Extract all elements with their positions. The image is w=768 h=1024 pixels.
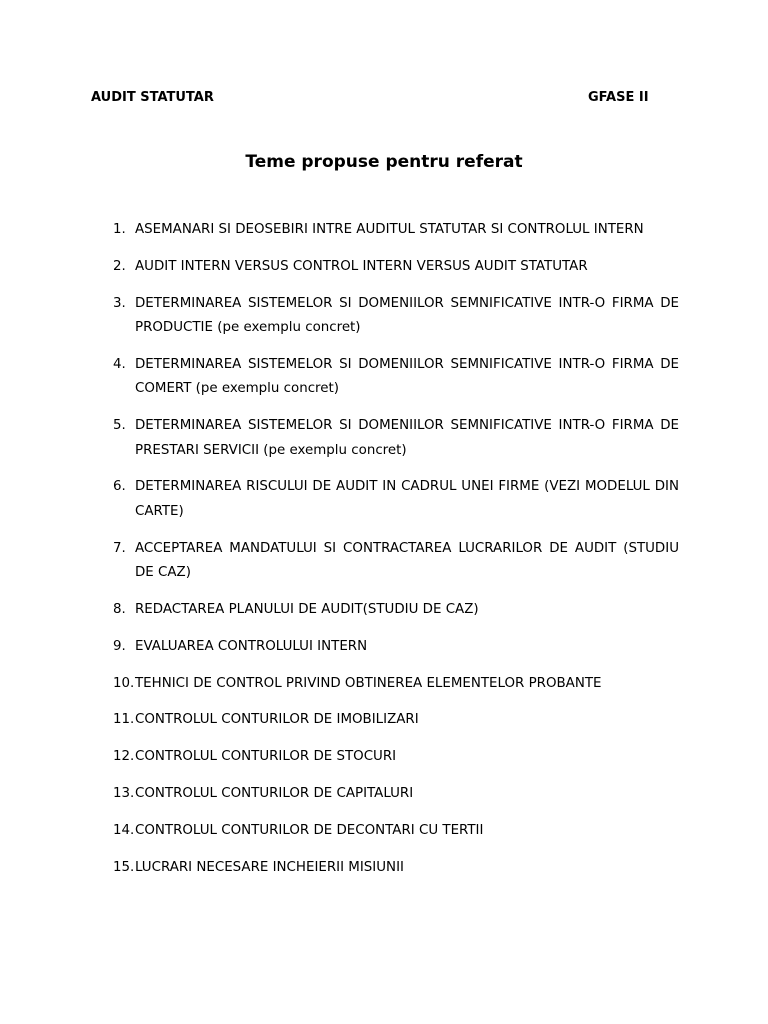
topic-text: CONTROLUL CONTURILOR DE STOCURI — [135, 749, 397, 765]
topic-item — [113, 782, 679, 807]
topic-text: ASEMANARI SI DEOSEBIRI INTRE AUDITUL STATUTAR SI CONTROLUL INTERN — [135, 222, 644, 237]
topic-text: LUCRARI NECESARE INCHEIERII MISIUNII — [135, 859, 404, 875]
course-title: AUDIT STATUTAR — [91, 90, 214, 105]
topic-item — [113, 255, 679, 280]
topic-text: DETERMINAREA SISTEMELOR SI DOMENIILOR SEMNIFICATIVE INTR-O FIRMA DE PRODUCTIE (pe exemplu concret) — [135, 295, 679, 336]
topic-number: 6. — [113, 479, 126, 495]
topic-item — [113, 856, 679, 881]
topic-list — [113, 218, 679, 892]
topic-item — [113, 218, 679, 243]
topic-item — [113, 598, 679, 623]
topic-item — [113, 708, 679, 733]
topic-number: 2. — [113, 258, 126, 274]
topic-text: DETERMINAREA RISCULUI DE AUDIT IN CADRUL UNEI FIRME (VEZI MODELUL DIN CARTE) — [135, 479, 679, 519]
topic-number: 10. — [113, 675, 135, 691]
topic-item — [113, 672, 679, 697]
topic-text: CONTROLUL CONTURILOR DE DECONTARI CU TERTII — [135, 822, 484, 838]
topic-text: REDACTAREA PLANULUI DE AUDIT(STUDIU DE CAZ) — [135, 602, 479, 618]
topic-item — [113, 475, 679, 524]
topic-item — [113, 414, 679, 463]
topic-number: 13. — [113, 786, 135, 802]
topic-text: CONTROLUL CONTURILOR DE CAPITALURI — [135, 786, 414, 802]
group-label: GFASE II — [588, 90, 649, 105]
topic-number: 4. — [113, 356, 126, 372]
topic-number: 12. — [113, 749, 135, 765]
topic-number: 8. — [113, 602, 126, 618]
topic-number: 11. — [113, 712, 135, 728]
topic-number: 9. — [113, 638, 126, 654]
topic-text: AUDIT INTERN VERSUS CONTROL INTERN VERSUS AUDIT STATUTAR — [135, 258, 588, 274]
topic-text: CONTROLUL CONTURILOR DE IMOBILIZARI — [135, 712, 419, 728]
topic-number: 5. — [113, 418, 126, 434]
topic-number: 7. — [113, 540, 126, 556]
topic-number: 14. — [113, 822, 135, 838]
topic-item — [113, 353, 679, 402]
topic-number: 1. — [113, 222, 126, 237]
topic-number: 3. — [113, 295, 126, 311]
topic-text: TEHNICI DE CONTROL PRIVIND OBTINEREA ELEMENTELOR PROBANTE — [135, 675, 602, 691]
topic-item — [113, 537, 679, 586]
page-title: Teme propuse pentru referat — [245, 152, 523, 172]
topic-text: DETERMINAREA SISTEMELOR SI DOMENIILOR SEMNIFICATIVE INTR-O FIRMA DE PRESTARI SERVICII (pe exemplu concret) — [135, 418, 679, 458]
topic-item — [113, 292, 679, 341]
topic-item — [113, 745, 679, 770]
topic-item — [113, 819, 679, 844]
topic-text: DETERMINAREA SISTEMELOR SI DOMENIILOR SEMNIFICATIVE INTR-O FIRMA DE COMERT (pe exemplu concret) — [135, 356, 679, 397]
topic-text: EVALUAREA CONTROLULUI INTERN — [135, 638, 368, 654]
topic-text: ACCEPTAREA MANDATULUI SI CONTRACTAREA LUCRARILOR DE AUDIT (STUDIU DE CAZ) — [135, 540, 679, 581]
topic-item — [113, 635, 679, 660]
topic-number: 15. — [113, 859, 135, 875]
